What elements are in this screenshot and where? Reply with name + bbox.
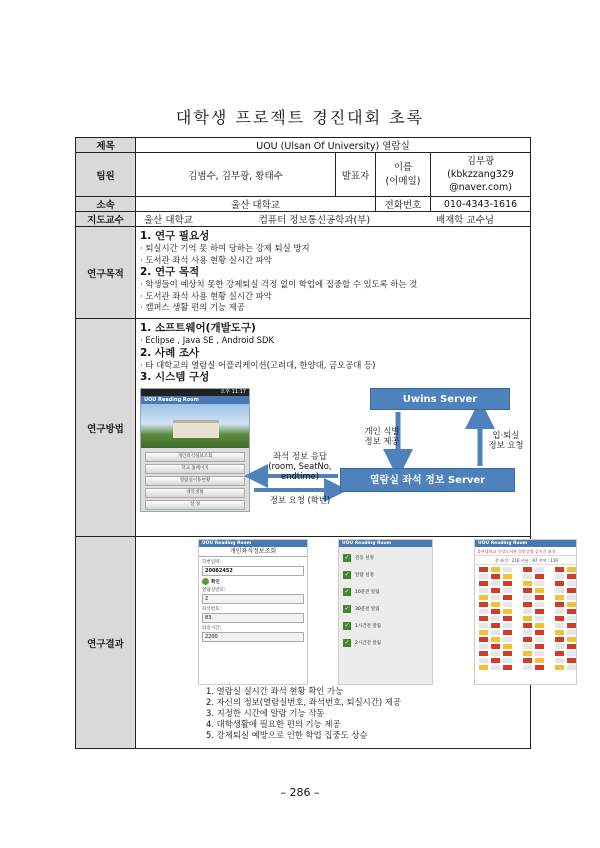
seat-cell (503, 609, 512, 614)
uwins-server-box: Uwins Server (370, 388, 510, 410)
seat-cell (491, 644, 500, 649)
result-item: 5. 강제퇴실 예방으로 인한 학업 집중도 상승 (206, 730, 368, 740)
row-team (76, 153, 531, 197)
advisor-label: 지도교수 (76, 212, 136, 227)
seat-cell (503, 637, 512, 642)
seat-cell (491, 623, 500, 628)
seat-cell (567, 658, 576, 663)
seat-cell (491, 602, 500, 607)
method-line: · Eclipse , Java SE , Android SDK (140, 335, 274, 345)
advisor-value (136, 212, 531, 227)
phone-statusbar: 오후 11:17 (141, 389, 249, 396)
alarm-option: ✓ 진동 설정 (344, 553, 374, 561)
seat-cell (523, 651, 532, 656)
presenter-name: 김부광 (466, 156, 495, 167)
seat-cell (535, 637, 544, 642)
presenter-email-2: @naver.com) (449, 182, 512, 193)
alarm-option-label: 2시간전 알림 (355, 641, 382, 646)
system-diagram (140, 386, 524, 514)
seat-cell (479, 574, 488, 579)
seat-cell (523, 658, 532, 663)
seat-cell (555, 637, 564, 642)
seat-info-screenshot (198, 539, 308, 685)
purpose-line: · 학생들이 예상치 못한 강제퇴실 걱정 없이 학업에 집중할 수 있도록 하는 것 (140, 279, 418, 290)
label-inout-2: 정보 요청 (488, 440, 524, 450)
seat-cell (535, 616, 544, 621)
seat-cell (523, 602, 532, 607)
label-response-2: (room, SeatNo, endtime) (268, 461, 332, 481)
seat-cell (567, 623, 576, 628)
seat-cell (555, 658, 564, 663)
seat-cell (523, 665, 532, 670)
seat-cell (503, 567, 512, 572)
label-request: 정보 요청 (학번) (269, 495, 331, 505)
seat-cell (555, 630, 564, 635)
seat-cell (523, 623, 532, 628)
seat-cell (503, 581, 512, 586)
seat-cell (491, 630, 500, 635)
seat-cell (479, 616, 488, 621)
team-value: 김범수, 김부광, 황태수 (136, 153, 336, 197)
seat-cell (491, 665, 500, 670)
seat-cell (535, 581, 544, 586)
purpose-line: · 도서관 좌석 사용 현황 실시간 파악 (140, 254, 272, 265)
name-email-label (376, 153, 431, 197)
seat-cell (523, 574, 532, 579)
seat-cell (535, 609, 544, 614)
seat-cell (491, 574, 500, 579)
seat-cell (503, 588, 512, 593)
title-value: UOU (Ulsan Of University) 열람실 (136, 138, 531, 153)
phone-menu-item: 학교 홈페이지 (145, 464, 245, 474)
title-label: 제목 (76, 138, 136, 153)
presenter-label: 발표자 (336, 153, 376, 197)
seat-cell (491, 609, 500, 614)
page-number: – 286 – (280, 786, 320, 799)
seat-cell (567, 602, 576, 607)
alarm-option: ✓ 10분전 알림 (344, 587, 380, 595)
seat-cell (479, 651, 488, 656)
shot1-ok-label: 확인 (211, 580, 220, 585)
alarm-option-label: 진동 설정 (355, 556, 374, 561)
seat-cell (491, 651, 500, 656)
seat-cell (491, 588, 500, 593)
alarm-option: ✓ 알람 설정 (344, 570, 374, 578)
shot1-appbar: UOU Reading Room (199, 540, 307, 547)
label-response-1: 좌석 정보 응답 (273, 451, 327, 461)
seat-cell (479, 665, 488, 670)
result-item: 4. 대학생활에 필요한 편의 기능 제공 (206, 719, 341, 729)
seat-cell (555, 616, 564, 621)
seat-cell (535, 658, 544, 663)
row-purpose (76, 227, 531, 319)
seat-cell (523, 644, 532, 649)
shot1-id-label: 학번입력: (202, 560, 221, 565)
shot3-header: 울산대학교 중앙도서관 열람실별 실시간 좌석 (475, 547, 576, 556)
seat-cell (503, 602, 512, 607)
shot3-appbar: UOU Reading Room (475, 540, 576, 547)
seat-cell (479, 644, 488, 649)
seat-cell (503, 574, 512, 579)
results-list (136, 685, 530, 744)
seat-cell (567, 637, 576, 642)
seat-cell (567, 665, 576, 670)
presenter-email-1: (kbkzzang329 (447, 169, 514, 180)
seat-cell (535, 623, 544, 628)
advisor-univ: 울산 대학교 (144, 215, 193, 226)
seat-cell (491, 595, 500, 600)
seat-cell (523, 616, 532, 621)
seat-cell (567, 616, 576, 621)
seat-cell (479, 581, 488, 586)
seat-cell (491, 658, 500, 663)
seat-cell (503, 623, 512, 628)
method-heading-3: 3. 시스템 구성 (140, 371, 210, 383)
seat-cell (503, 616, 512, 621)
seat-cell (567, 581, 576, 586)
seat-cell (555, 651, 564, 656)
seat-grid (475, 565, 576, 675)
shot1-room-label: 열람실번호: (202, 588, 226, 593)
result-item: 1. 열람실 실시간 좌석 현황 확인 가능 (206, 686, 344, 696)
seat-cell (523, 567, 532, 572)
shot1-ok (199, 578, 307, 585)
shot1-seat-label: 좌석번호: (202, 607, 221, 612)
seat-cell (555, 609, 564, 614)
seat-cell (555, 567, 564, 572)
phone-menu-item: 개인좌석정보조회 (145, 452, 245, 462)
team-label: 팀원 (76, 153, 136, 197)
method-line: · 타 대학교의 열람실 어플리케이션(고려대, 한양대, 금오공대 등) (140, 359, 376, 370)
seat-cell (555, 588, 564, 593)
seat-cell (503, 658, 512, 663)
seat-cell (555, 644, 564, 649)
label-inout-1: 입·퇴실 (492, 430, 520, 440)
seat-cell (523, 609, 532, 614)
result-label: 연구결과 (76, 537, 136, 749)
phone-value: 010-4343-1616 (431, 197, 531, 212)
seat-cell (503, 665, 512, 670)
seat-cell (479, 658, 488, 663)
seat-cell (479, 623, 488, 628)
alarm-option: ✓ 30분전 알림 (344, 604, 380, 612)
seat-cell (535, 630, 544, 635)
method-content (136, 319, 531, 537)
page-title: 대학생 프로젝트 경진대회 초록 (175, 108, 425, 127)
seat-cell (535, 644, 544, 649)
seat-cell (479, 630, 488, 635)
phone-label: 전화번호 (376, 197, 431, 212)
name-email-value (431, 153, 531, 197)
seat-cell (535, 588, 544, 593)
label-auth (362, 426, 402, 446)
abstract-form-table (75, 137, 558, 749)
seat-cell (479, 595, 488, 600)
seat-cell (523, 588, 532, 593)
shot1-time-field: 2200 (202, 632, 304, 642)
shot1-title: 개인좌석정보조회 (199, 547, 307, 557)
method-heading-1: 1. 소프트웨어(개발도구) (140, 322, 256, 334)
purpose-line: · 도서관 좌석 사용 현황 실시간 파악 (140, 290, 272, 301)
seat-cell (535, 574, 544, 579)
seat-cell (503, 595, 512, 600)
seat-cell (535, 665, 544, 670)
seat-cell (567, 609, 576, 614)
result-item: 3. 지정한 시간에 알람 기능 작동 (206, 708, 325, 718)
name-label: 이름 (393, 161, 413, 173)
seat-cell (491, 616, 500, 621)
seat-cell (479, 588, 488, 593)
result-screenshots (198, 537, 558, 685)
seat-cell (479, 567, 488, 572)
seat-cell (535, 602, 544, 607)
seat-cell (555, 602, 564, 607)
phone-appbar: UOU Reading Room (141, 396, 249, 404)
phone-menu-item: 설 정 (145, 500, 245, 510)
label-auth-2: 정보 제공 (364, 436, 400, 446)
phone-menu-item: 대학생활 (145, 488, 245, 498)
label-response (250, 451, 350, 481)
seat-cell (555, 595, 564, 600)
alarm-option-label: 1시간전 알림 (355, 624, 382, 629)
seat-cell (479, 637, 488, 642)
seat-cell (523, 637, 532, 642)
shot2-appbar: UOU Reading Room (339, 540, 432, 547)
row-advisor (76, 212, 531, 227)
alarm-option-label: 알람 설정 (355, 573, 374, 578)
alarm-option-label: 10분전 알림 (355, 590, 380, 595)
seat-status-screenshot (474, 539, 577, 685)
seat-cell (523, 581, 532, 586)
purpose-heading-1: 1. 연구 필요성 (140, 230, 210, 243)
row-title (76, 138, 531, 153)
shot1-room-field: 2 (202, 594, 304, 604)
row-affiliation (76, 197, 531, 212)
seat-cell (567, 595, 576, 600)
purpose-line: · 캠퍼스 생활 편의 기능 제공 (140, 302, 245, 313)
advisor-dept: 컴퓨터 정보통신공학과(부) (258, 215, 371, 226)
seat-cell (503, 651, 512, 656)
seat-cell (567, 651, 576, 656)
shot1-seat-field: 83 (202, 613, 304, 623)
shot3-stat: 총 좌석 : 216 사용 : 97 잔여 : 119 (475, 556, 576, 565)
seat-cell (555, 623, 564, 628)
reading-room-server-box: 열람실 좌석 정보 Server (340, 468, 515, 492)
seat-cell (491, 567, 500, 572)
seat-cell (523, 595, 532, 600)
seat-cell (567, 644, 576, 649)
seat-cell (479, 609, 488, 614)
seat-cell (503, 644, 512, 649)
phone-menu-item: 열람실이용현황 (145, 476, 245, 486)
seat-cell (503, 630, 512, 635)
alarm-option-label: 30분전 알림 (355, 607, 380, 612)
advisor-name: 배재학 교수님 (435, 215, 495, 226)
alarm-option: ✓ 2시간전 알림 (344, 638, 382, 646)
affiliation-value: 울산 대학교 (136, 197, 376, 212)
alarm-option: ✓ 1시간전 알림 (344, 621, 382, 629)
row-method (76, 319, 531, 537)
purpose-label: 연구목적 (76, 227, 136, 319)
result-content (136, 537, 558, 749)
affiliation-label: 소속 (76, 197, 136, 212)
seat-cell (535, 595, 544, 600)
seat-cell (567, 588, 576, 593)
purpose-line: · 퇴실시간 기억 못 하여 당하는 강제 퇴실 방지 (140, 243, 310, 254)
seat-cell (567, 574, 576, 579)
result-item: 2. 자신의 정보(열람실번호, 좌석번호, 퇴실시간) 제공 (206, 697, 401, 707)
shot1-id-field: 20082452 (202, 566, 304, 576)
label-inout (485, 430, 527, 450)
seat-cell (523, 630, 532, 635)
email-label: (이메일) (385, 175, 421, 187)
method-label: 연구방법 (76, 319, 136, 537)
shot1-time-label: 퇴실시간: (202, 626, 221, 631)
seat-cell (555, 581, 564, 586)
seat-cell (567, 630, 576, 635)
seat-cell (535, 567, 544, 572)
method-heading-2: 2. 사례 조사 (140, 346, 200, 359)
alarm-settings-screenshot (338, 539, 433, 685)
label-auth-1: 개인 식별 (364, 426, 400, 436)
purpose-content (136, 227, 531, 319)
seat-cell (555, 574, 564, 579)
row-result (76, 537, 531, 749)
seat-cell (555, 665, 564, 670)
purpose-heading-2: 2. 연구 목적 (140, 266, 200, 279)
seat-cell (479, 602, 488, 607)
seat-cell (567, 567, 576, 572)
seat-cell (491, 637, 500, 642)
seat-cell (535, 651, 544, 656)
seat-cell (491, 581, 500, 586)
